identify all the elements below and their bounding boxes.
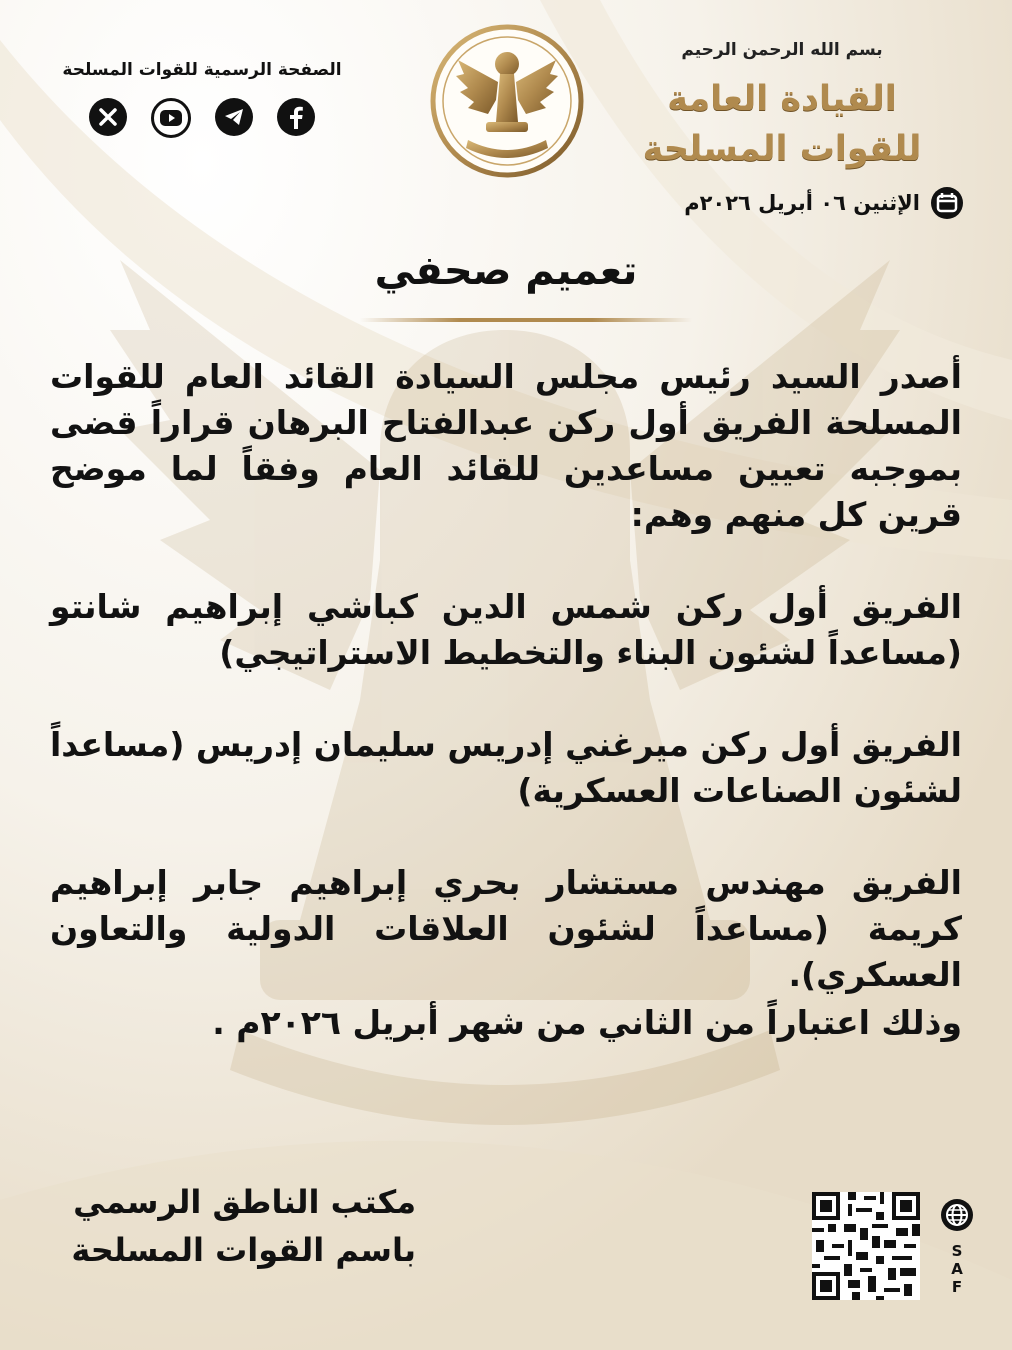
calendar-icon xyxy=(930,186,964,220)
saf-letter: S xyxy=(951,1242,963,1260)
basmala: بسم الله الرحمن الرحيم xyxy=(681,40,883,60)
x-icon[interactable] xyxy=(89,98,127,136)
saf-letters xyxy=(940,1242,974,1296)
telegram-icon[interactable] xyxy=(215,98,253,136)
youtube-icon[interactable] xyxy=(151,98,191,138)
headline-text: تعميم صحفي xyxy=(374,248,638,294)
date-row xyxy=(684,186,964,220)
signature-line1: مكتب الناطق الرسمي xyxy=(73,1183,416,1221)
appointment-2: الفريق أول ركن ميرغني إدريس سليمان إدريس (مساعداً لشئون الصناعات العسكرية) xyxy=(50,725,962,810)
social-block xyxy=(62,60,342,138)
sudan-emblem-icon xyxy=(428,22,586,180)
saf-letter: A xyxy=(951,1260,963,1278)
release-date: الإثنين ٠٦ أبريل ٢٠٢٦م xyxy=(684,191,920,215)
signature-line2: باسم القوات المسلحة xyxy=(71,1231,416,1269)
org-title-line2: للقوات المسلحة xyxy=(642,129,922,169)
saf-letter: F xyxy=(951,1278,963,1296)
facebook-icon[interactable] xyxy=(277,98,315,136)
saf-mark xyxy=(940,1198,974,1296)
closing-paragraph: وذلك اعتباراً من الثاني من شهر أبريل ٢٠٢٦م . xyxy=(212,1003,962,1042)
globe-icon[interactable] xyxy=(940,1198,974,1232)
social-icons xyxy=(62,98,342,138)
org-title-line1: القيادة العامة xyxy=(667,79,897,119)
appointment-3: الفريق مهندس مستشار بحري إبراهيم جابر إبراهيم كريمة (مساعداً لشئون العلاقات الدولية والتعاون العسكري). xyxy=(50,863,962,994)
headline xyxy=(0,248,1012,294)
official-page-label: الصفحة الرسمية للقوات المسلحة xyxy=(62,60,342,80)
signature-block xyxy=(66,1178,416,1274)
headline-divider xyxy=(360,318,692,322)
organization-header xyxy=(632,40,932,174)
qr-code-icon[interactable] xyxy=(812,1192,920,1300)
appointment-1: الفريق أول ركن شمس الدين كباشي إبراهيم شانتو (مساعداً لشئون البناء والتخطيط الاستراتيجي) xyxy=(50,587,962,672)
intro-paragraph: أصدر السيد رئيس مجلس السيادة القائد العام للقوات المسلحة الفريق أول ركن عبدالفتاح البرهان قراراً قضى بموجبه تعيين مساعدين للقائد العام وفقاً لما موضح قرين كل منهم وهم: xyxy=(50,357,962,534)
